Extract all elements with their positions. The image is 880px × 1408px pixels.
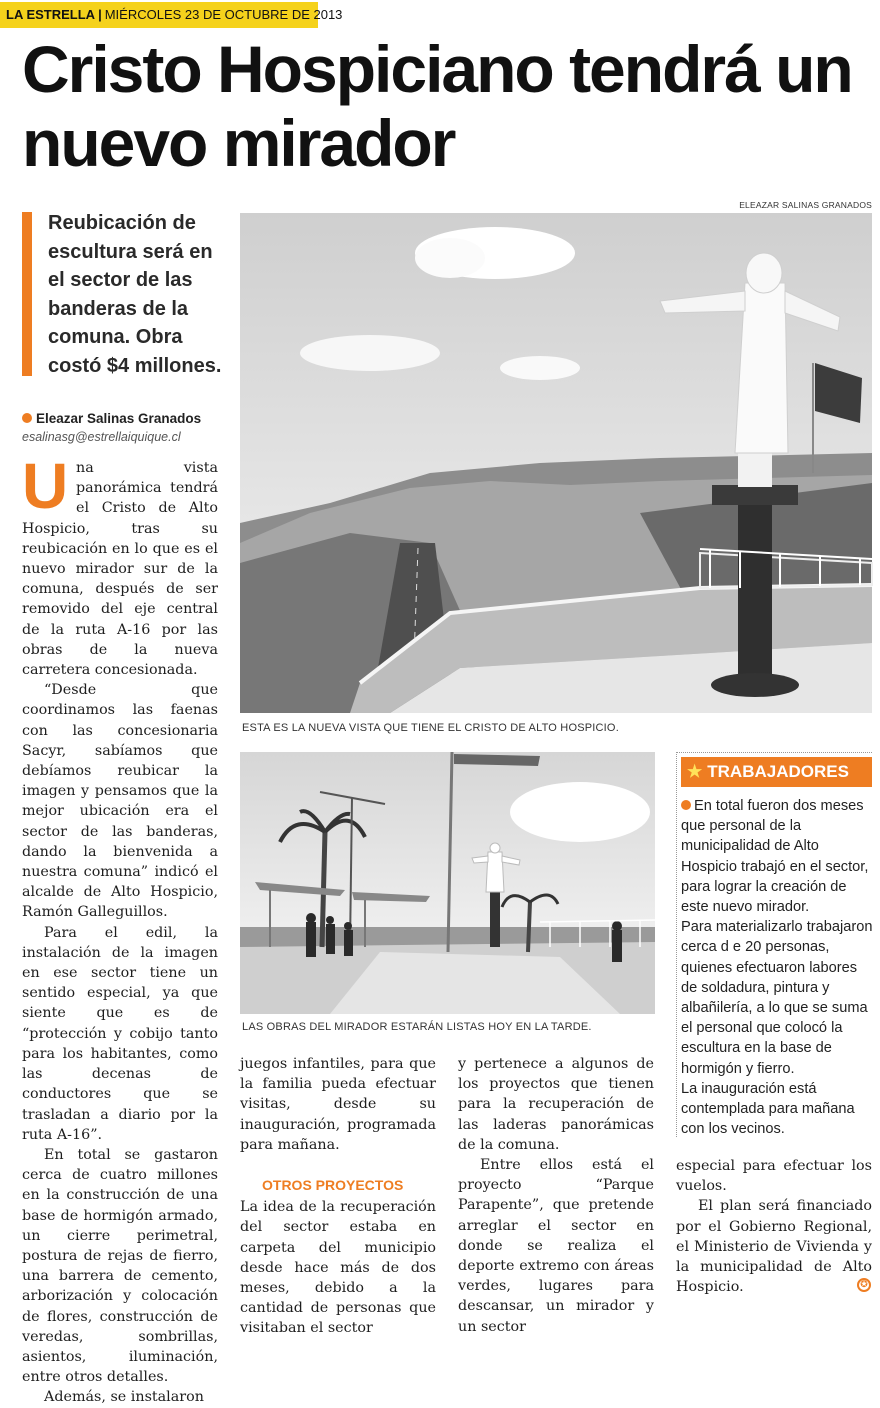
star-icon: ★: [687, 762, 703, 781]
paragraph: especial para efectuar los vuelos.: [676, 1158, 872, 1195]
sidebar-title: ★ TRABAJADORES: [681, 757, 872, 787]
paragraph: U na vista panorámica tendrá el Cristo de Alto Hospicio, tras su reubicación en lo que es el nuevo mirador sur de la comuna, después de ser removido del eje central de la ruta A-16 por las obras de la nueva carretera concesionada.: [22, 450, 218, 679]
author-name: Eleazar Salinas Granados: [36, 411, 202, 426]
article-column-4: [676, 1156, 872, 1297]
photo-obras-mirador: [240, 752, 655, 1014]
headline: Cristo Hospiciano tendrá un nuevo mirador: [22, 32, 852, 180]
drop-cap: U: [22, 450, 69, 522]
sidebar-paragraph: Para materializarlo trabajaron cerca d e 20 personas, quienes efectuaron labores de soldadura, pintura y albañilería, a lo que se suma el personal que colocó la escultura en la base de hormigón y fierro.: [681, 919, 873, 1077]
photo-illustration: [240, 213, 872, 713]
sidebar-paragraph: En total fueron dos meses que personal de la municipalidad de Alto Hospicio trabajó en el sector, para lograr la creación de este nuevo mirador.: [681, 798, 869, 916]
article-column-1: [22, 450, 218, 1408]
photo-credit: ELEAZAR SALINAS GRANADOS: [739, 200, 872, 210]
sidebar-text: [681, 796, 873, 1139]
paragraph: Entre ellos está el proyecto “Parque Parapente”, que pretende arreglar el sector en donde se realiza el deporte extremo con áreas verdes, lugares para descansar, un mirador y un sector: [458, 1157, 654, 1335]
bullet-icon: [681, 800, 691, 810]
paragraph: “Desde que coordinamos las faenas con las concesionaria Sacyr, sabíamos que debíamos reubicar la imagen y pensamos que la mejor ubicación era el sector de las banderas, dando la bienvenida a nuestra comuna” indicó el alcalde de Alto Hospicio, Ramón Galleguillos.: [22, 682, 218, 921]
article-column-3: [458, 1054, 654, 1337]
paragraph: En total se gastaron cerca de cuatro millones en la construcción de una base de hormigón armado, un cierre perimetral, postura de rejas de fierro, una barrera de cemento, arborización y colocación de flores, construcción de veredas, sombrillas, asientos, iluminación, entre otros detalles.: [22, 1146, 218, 1386]
date-strip: LA ESTRELLA | MIÉRCOLES 23 DE OCTUBRE DE 2013: [0, 2, 318, 28]
author-email: esalinasg@estrellaiquique.cl: [22, 430, 181, 444]
paragraph: y pertenece a algunos de los proyectos que tienen para la recuperación de las laderas panorámicas de la comuna.: [458, 1056, 654, 1153]
sidebar-paragraph: La inauguración está contemplada para mañana con los vecinos.: [681, 1080, 855, 1138]
photo-cristo-mirador: [240, 213, 872, 713]
publication-name: LA ESTRELLA: [6, 7, 96, 22]
paragraph: El plan será financiado por el Gobierno Regional, el Ministerio de Vivienda y la municipalidad de Alto Hospicio.: [676, 1198, 872, 1296]
byline: [22, 410, 232, 444]
paragraph: juegos infantiles, para que la familia pueda efectuar visitas, desde su inauguración, programada para mañana.: [240, 1056, 436, 1153]
section-subhead: OTROS PROYECTOS: [262, 1177, 404, 1194]
photo-illustration: [240, 752, 655, 1014]
bullet-icon: [22, 413, 32, 423]
lead-summary: Reubicación de escultura será en el sector de las banderas de la comuna. Obra costó $4 millones.: [48, 212, 222, 377]
photo-caption: LAS OBRAS DEL MIRADOR ESTARÁN LISTAS HOY EN LA TARDE.: [242, 1021, 592, 1033]
issue-date: MIÉRCOLES 23 DE OCTUBRE DE 2013: [104, 7, 343, 22]
paragraph: Además, se instalaron: [44, 1389, 204, 1406]
photo-caption: ESTA ES LA NUEVA VISTA QUE TIENE EL CRISTO DE ALTO HOSPICIO.: [242, 722, 619, 734]
end-mark-icon: ✪: [857, 1278, 871, 1292]
paragraph: La idea de la recuperación del sector estaba en carpeta del municipio desde hace más de dos meses, debido a la cantidad de personas que visitaban el sector: [240, 1199, 436, 1337]
article-column-2: [240, 1054, 436, 1339]
lead-accent-bar: [22, 212, 32, 376]
paragraph: Para el edil, la instalación de la imagen en ese sector tiene un sentido especial, ya que siente que es de “protección y cobijo tanto para los habitantes, como las decenas de conductores que se trasladan a diario por la ruta A-16”.: [22, 924, 218, 1143]
